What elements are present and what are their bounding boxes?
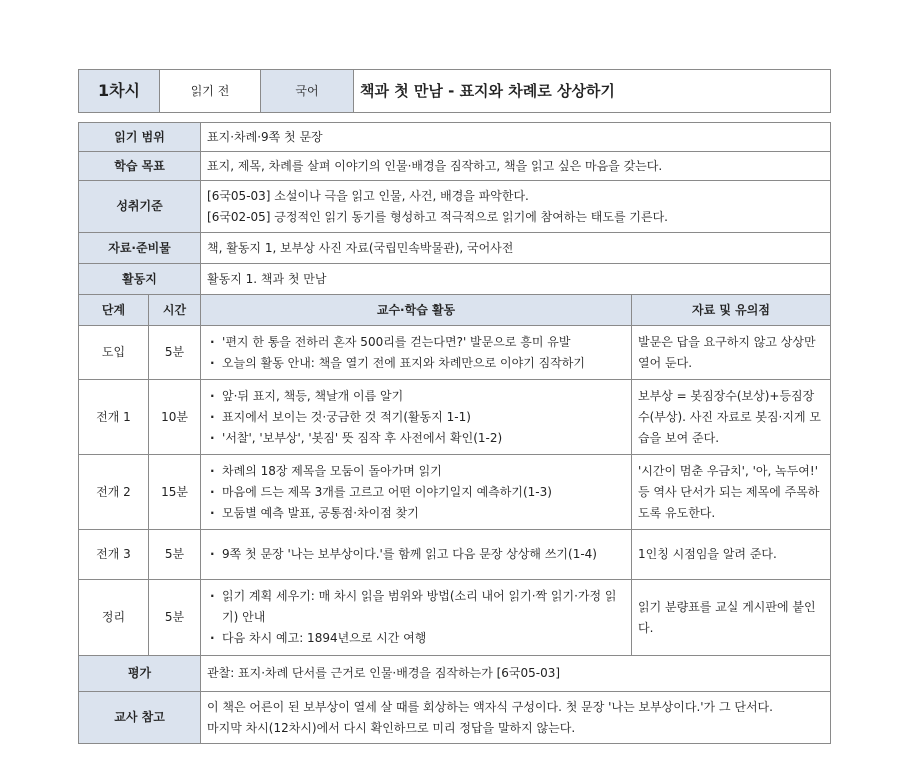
list-item: · 읽기 계획 세우기: 매 차시 읽을 범위와 방법(소리 내어 읽기·짝 읽기·가정 읽기) 안내 [207, 586, 625, 628]
table-row [79, 455, 831, 530]
stage-cell: 전개 2 [79, 455, 149, 530]
stage-cell: 전개 1 [79, 380, 149, 455]
activity-cell [201, 530, 632, 580]
activity-cell [201, 326, 632, 380]
table-row [79, 380, 831, 455]
lesson-plan [78, 69, 831, 744]
time-cell: 5분 [149, 326, 201, 380]
stage-cell: 정리 [79, 580, 149, 656]
session-label: 1차시 [79, 70, 160, 113]
evaluation-label: 평가 [79, 656, 201, 692]
table-row [79, 530, 831, 580]
time-cell: 5분 [149, 580, 201, 656]
subject-label: 국어 [261, 70, 354, 113]
stage-cell: 도입 [79, 326, 149, 380]
time-cell: 5분 [149, 530, 201, 580]
list-item: · 오늘의 활동 안내: 책을 열기 전에 표지와 차례만으로 이야기 짐작하기 [207, 353, 625, 374]
time-cell: 15분 [149, 455, 201, 530]
col-header-time: 시간 [149, 295, 201, 326]
teacher-note-label: 교사 참고 [79, 692, 201, 744]
note-cell: 1인칭 시점임을 알려 준다. [632, 530, 831, 580]
info-value: 표지·차례·9쪽 첫 문장 [201, 123, 831, 152]
teacher-note-line: 이 책은 어른이 된 보부상이 열세 살 때를 회상하는 액자식 구성이다. 첫 문장 '나는 보부상이다.'가 그 단서다. [207, 699, 773, 714]
time-cell: 10분 [149, 380, 201, 455]
teacher-note-line: 마지막 차시(12차시)에서 다시 확인하므로 미리 정답을 말하지 않는다. [207, 720, 576, 735]
lesson-title: 책과 첫 만남 - 표지와 차례로 상상하기 [354, 70, 831, 113]
lesson-header-table [78, 69, 831, 113]
activity-cell [201, 455, 632, 530]
info-value: 표지, 제목, 차례를 살펴 이야기의 인물·배경을 짐작하고, 책을 읽고 싶은 마음을 갖는다. [201, 152, 831, 181]
list-item: · '편지 한 통을 전하러 혼자 500리를 걷는다면?' 발문으로 흥미 유발 [207, 332, 625, 353]
note-cell: 발문은 답을 요구하지 않고 상상만 열어 둔다. [632, 326, 831, 380]
col-header-notes: 자료 및 유의점 [632, 295, 831, 326]
list-item: · 표지에서 보이는 것·궁금한 것 적기(활동지 1-1) [207, 407, 625, 428]
standard-line: [6국05-03] 소설이나 극을 읽고 인물, 사건, 배경을 파악한다. [207, 188, 529, 203]
info-label: 학습 목표 [79, 152, 201, 181]
info-value [201, 181, 831, 233]
list-item: · 모둠별 예측 발표, 공통점·차이점 찾기 [207, 503, 625, 524]
list-item: · '서찰', '보부상', '봇짐' 뜻 짐작 후 사전에서 확인(1-2) [207, 428, 625, 449]
col-header-activity: 교수·학습 활동 [201, 295, 632, 326]
note-cell: 읽기 분량표를 교실 게시판에 붙인다. [632, 580, 831, 656]
info-label: 자료·준비물 [79, 233, 201, 264]
teacher-note-value [201, 692, 831, 744]
note-cell: 보부상 = 봇짐장수(보상)+등짐장수(부상). 사진 자료로 봇짐·지게 모습을 보여 준다. [632, 380, 831, 455]
list-item: · 앞·뒤 표지, 책등, 책날개 이름 알기 [207, 386, 625, 407]
table-row [79, 580, 831, 656]
activity-cell [201, 580, 632, 656]
lesson-body-table [78, 122, 831, 744]
info-label: 활동지 [79, 264, 201, 295]
info-value: 책, 활동지 1, 보부상 사진 자료(국립민속박물관), 국어사전 [201, 233, 831, 264]
activity-cell [201, 380, 632, 455]
list-item: · 9쪽 첫 문장 '나는 보부상이다.'를 함께 읽고 다음 문장 상상해 쓰기(1-4) [207, 544, 625, 565]
stage-cell: 전개 3 [79, 530, 149, 580]
info-label: 읽기 범위 [79, 123, 201, 152]
info-label: 성취기준 [79, 181, 201, 233]
col-header-stage: 단계 [79, 295, 149, 326]
standard-line: [6국02-05] 긍정적인 읽기 동기를 형성하고 적극적으로 읽기에 참여하는 태도를 기른다. [207, 209, 668, 224]
evaluation-value: 관찰: 표지·차례 단서를 근거로 인물·배경을 짐작하는가 [6국05-03] [201, 656, 831, 692]
info-value: 활동지 1. 책과 첫 만남 [201, 264, 831, 295]
list-item: · 다음 차시 예고: 1894년으로 시간 여행 [207, 628, 625, 649]
table-row [79, 326, 831, 380]
phase-label: 읽기 전 [160, 70, 261, 113]
list-item: · 차례의 18장 제목을 모둠이 돌아가며 읽기 [207, 461, 625, 482]
note-cell: '시간이 멈춘 우금치', '아, 녹두여!' 등 역사 단서가 되는 제목에 주목하도록 유도한다. [632, 455, 831, 530]
list-item: · 마음에 드는 제목 3개를 고르고 어떤 이야기일지 예측하기(1-3) [207, 482, 625, 503]
